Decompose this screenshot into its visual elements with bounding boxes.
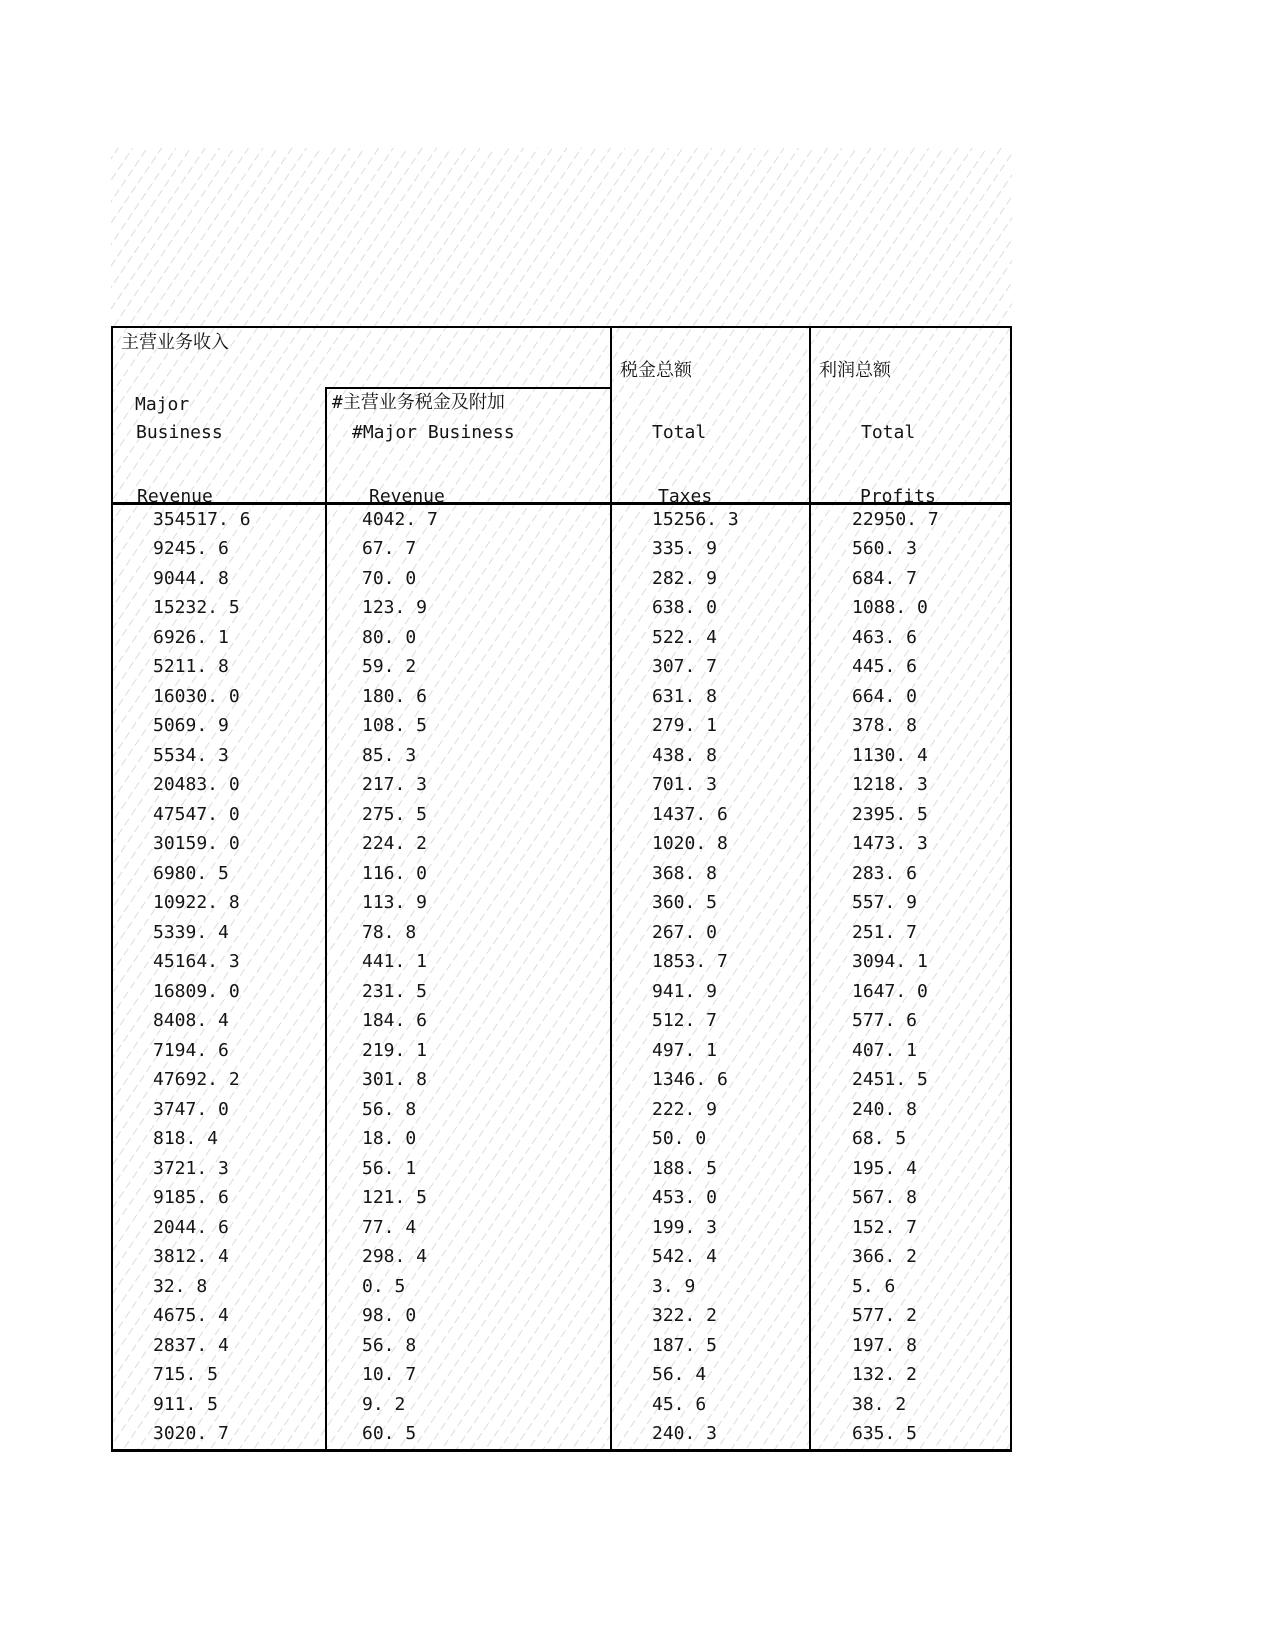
table-cell: 231. 5 (362, 980, 428, 1002)
table-cell: 638. 0 (652, 597, 718, 619)
table-cell: 251. 7 (852, 921, 918, 943)
table-cell: 3094. 1 (852, 951, 928, 973)
header-col1-cn: 主营业务收入 (121, 332, 229, 353)
table-cell: 438. 8 (652, 744, 718, 766)
table-row (113, 948, 1010, 978)
table-cell: 307. 7 (652, 656, 718, 678)
table-cell: 1346. 6 (652, 1069, 728, 1091)
table-cell: 2044. 6 (153, 1216, 229, 1238)
table-cell: 3721. 3 (153, 1157, 229, 1179)
table-cell: 18. 0 (362, 1128, 417, 1150)
table-row (113, 594, 1010, 624)
table-cell: 4042. 7 (362, 508, 438, 530)
table-cell: 22950. 7 (852, 508, 939, 530)
table-cell: 322. 2 (652, 1305, 718, 1327)
table-row (113, 564, 1010, 594)
table-cell: 366. 2 (852, 1246, 918, 1268)
table-row (113, 1066, 1010, 1096)
table-cell: 6980. 5 (153, 862, 229, 884)
header-col2-en-line1: #Major Business (352, 422, 515, 443)
table-cell: 715. 5 (153, 1364, 219, 1386)
table-cell: 132. 2 (852, 1364, 918, 1386)
table-cell: 5534. 3 (153, 744, 229, 766)
table-cell: 275. 5 (362, 803, 428, 825)
header-col2-cn: #主营业务税金及附加 (332, 392, 505, 413)
table-cell: 0. 5 (362, 1275, 406, 1297)
table-cell: 267. 0 (652, 921, 718, 943)
table-cell: 684. 7 (852, 567, 918, 589)
table-cell: 577. 2 (852, 1305, 918, 1327)
data-table (111, 326, 1012, 1452)
table-cell: 70. 0 (362, 567, 417, 589)
table-row (113, 1331, 1010, 1361)
table-row (113, 1361, 1010, 1391)
table-cell: 354517. 6 (153, 508, 251, 530)
table-cell: 217. 3 (362, 774, 428, 796)
header-col1-en-line2: Business (136, 422, 223, 443)
table-cell: 77. 4 (362, 1216, 417, 1238)
table-row (113, 830, 1010, 860)
table-cell: 5211. 8 (153, 656, 229, 678)
table-cell: 219. 1 (362, 1039, 428, 1061)
table-cell: 4675. 4 (153, 1305, 229, 1327)
table-row (113, 1272, 1010, 1302)
table-cell: 631. 8 (652, 685, 718, 707)
table-cell: 50. 0 (652, 1128, 707, 1150)
table-cell: 152. 7 (852, 1216, 918, 1238)
header-col2-en-line2: Revenue (369, 486, 445, 507)
table-cell: 56. 4 (652, 1364, 707, 1386)
table-cell: 1130. 4 (852, 744, 928, 766)
table-cell: 9245. 6 (153, 538, 229, 560)
table-cell: 378. 8 (852, 715, 918, 737)
table-cell: 818. 4 (153, 1128, 219, 1150)
table-cell: 67. 7 (362, 538, 417, 560)
table-row (113, 1243, 1010, 1273)
table-cell: 16809. 0 (153, 980, 240, 1002)
table-cell: 188. 5 (652, 1157, 718, 1179)
header-col3-en-line1: Total (652, 422, 707, 443)
table-row (113, 505, 1010, 535)
table-cell: 335. 9 (652, 538, 718, 560)
table-cell: 445. 6 (852, 656, 918, 678)
table-cell: 59. 2 (362, 656, 417, 678)
table-cell: 121. 5 (362, 1187, 428, 1209)
table-cell: 664. 0 (852, 685, 918, 707)
table-cell: 635. 5 (852, 1423, 918, 1445)
table-cell: 567. 8 (852, 1187, 918, 1209)
table-cell: 116. 0 (362, 862, 428, 884)
header-col3-en-line2: Taxes (658, 486, 713, 507)
table-cell: 15256. 3 (652, 508, 739, 530)
table-cell: 1437. 6 (652, 803, 728, 825)
table-cell: 407. 1 (852, 1039, 918, 1061)
table-row (113, 977, 1010, 1007)
header-col4-en-line1: Total (861, 422, 916, 443)
table-row (113, 1125, 1010, 1155)
table-cell: 3812. 4 (153, 1246, 229, 1268)
table-cell: 283. 6 (852, 862, 918, 884)
table-cell: 5. 6 (852, 1275, 896, 1297)
table-cell: 113. 9 (362, 892, 428, 914)
header-col1-en-line1: Major (135, 394, 190, 415)
table-cell: 557. 9 (852, 892, 918, 914)
table-cell: 282. 9 (652, 567, 718, 589)
table-row (113, 535, 1010, 565)
table-cell: 301. 8 (362, 1069, 428, 1091)
table-cell: 9185. 6 (153, 1187, 229, 1209)
table-cell: 85. 3 (362, 744, 417, 766)
table-cell: 240. 3 (652, 1423, 718, 1445)
table-cell: 80. 0 (362, 626, 417, 648)
table-cell: 3747. 0 (153, 1098, 229, 1120)
table-cell: 1473. 3 (852, 833, 928, 855)
table-cell: 512. 7 (652, 1010, 718, 1032)
table-row (113, 1420, 1010, 1450)
table-row (113, 1154, 1010, 1184)
table-cell: 195. 4 (852, 1157, 918, 1179)
table-cell: 10922. 8 (153, 892, 240, 914)
table-row (113, 623, 1010, 653)
table-cell: 184. 6 (362, 1010, 428, 1032)
table-row (113, 1007, 1010, 1037)
table-cell: 1647. 0 (852, 980, 928, 1002)
table-row (113, 1184, 1010, 1214)
table-cell: 78. 8 (362, 921, 417, 943)
table-cell: 56. 1 (362, 1157, 417, 1179)
header-col4-cn: 利润总额 (819, 360, 891, 381)
table-cell: 368. 8 (652, 862, 718, 884)
table-row (113, 682, 1010, 712)
table-row (113, 1036, 1010, 1066)
table-row (113, 1213, 1010, 1243)
table-cell: 3020. 7 (153, 1423, 229, 1445)
table-cell: 45. 6 (652, 1393, 707, 1415)
table-cell: 577. 6 (852, 1010, 918, 1032)
table-cell: 522. 4 (652, 626, 718, 648)
table-cell: 463. 6 (852, 626, 918, 648)
table-cell: 98. 0 (362, 1305, 417, 1327)
table-cell: 68. 5 (852, 1128, 907, 1150)
table-cell: 56. 8 (362, 1334, 417, 1356)
table-cell: 47547. 0 (153, 803, 240, 825)
table-cell: 1088. 0 (852, 597, 928, 619)
table-cell: 1020. 8 (652, 833, 728, 855)
table-cell: 941. 9 (652, 980, 718, 1002)
table-cell: 47692. 2 (153, 1069, 240, 1091)
header-col3-cn: 税金总额 (620, 360, 692, 381)
table-cell: 60. 5 (362, 1423, 417, 1445)
table-cell: 2837. 4 (153, 1334, 229, 1356)
table-cell: 3. 9 (652, 1275, 696, 1297)
table-cell: 222. 9 (652, 1098, 718, 1120)
table-row (113, 1095, 1010, 1125)
table-cell: 360. 5 (652, 892, 718, 914)
table-cell: 45164. 3 (153, 951, 240, 973)
table-cell: 9044. 8 (153, 567, 229, 589)
table-cell: 2451. 5 (852, 1069, 928, 1091)
table-cell: 497. 1 (652, 1039, 718, 1061)
table-cell: 701. 3 (652, 774, 718, 796)
table-cell: 224. 2 (362, 833, 428, 855)
table-row (113, 859, 1010, 889)
table-cell: 108. 5 (362, 715, 428, 737)
table-cell: 542. 4 (652, 1246, 718, 1268)
table-cell: 1853. 7 (652, 951, 728, 973)
table-row (113, 712, 1010, 742)
table-row (113, 741, 1010, 771)
table-row (113, 889, 1010, 919)
table-cell: 5339. 4 (153, 921, 229, 943)
header-col4-en-line2: Profits (860, 486, 936, 507)
table-cell: 1218. 3 (852, 774, 928, 796)
table-cell: 453. 0 (652, 1187, 718, 1209)
table-cell: 298. 4 (362, 1246, 428, 1268)
table-cell: 56. 8 (362, 1098, 417, 1120)
table-body (113, 505, 1010, 1449)
table-cell: 240. 8 (852, 1098, 918, 1120)
table-cell: 7194. 6 (153, 1039, 229, 1061)
subheader-box-top-border (325, 387, 612, 389)
table-cell: 123. 9 (362, 597, 428, 619)
table-cell: 8408. 4 (153, 1010, 229, 1032)
table-row (113, 800, 1010, 830)
table-cell: 180. 6 (362, 685, 428, 707)
table-cell: 197. 8 (852, 1334, 918, 1356)
table-cell: 15232. 5 (153, 597, 240, 619)
table-cell: 38. 2 (852, 1393, 907, 1415)
table-row (113, 771, 1010, 801)
table-cell: 16030. 0 (153, 685, 240, 707)
table-row (113, 918, 1010, 948)
table-cell: 9. 2 (362, 1393, 406, 1415)
table-cell: 30159. 0 (153, 833, 240, 855)
table-cell: 5069. 9 (153, 715, 229, 737)
table-row (113, 1390, 1010, 1420)
table-cell: 20483. 0 (153, 774, 240, 796)
table-cell: 560. 3 (852, 538, 918, 560)
table-cell: 10. 7 (362, 1364, 417, 1386)
table-row (113, 653, 1010, 683)
table-cell: 911. 5 (153, 1393, 219, 1415)
table-cell: 199. 3 (652, 1216, 718, 1238)
header-col1-en-line3: Revenue (137, 486, 213, 507)
table-row (113, 1302, 1010, 1332)
table-cell: 187. 5 (652, 1334, 718, 1356)
table-cell: 2395. 5 (852, 803, 928, 825)
table-cell: 441. 1 (362, 951, 428, 973)
table-cell: 279. 1 (652, 715, 718, 737)
table-cell: 6926. 1 (153, 626, 229, 648)
table-cell: 32. 8 (153, 1275, 208, 1297)
